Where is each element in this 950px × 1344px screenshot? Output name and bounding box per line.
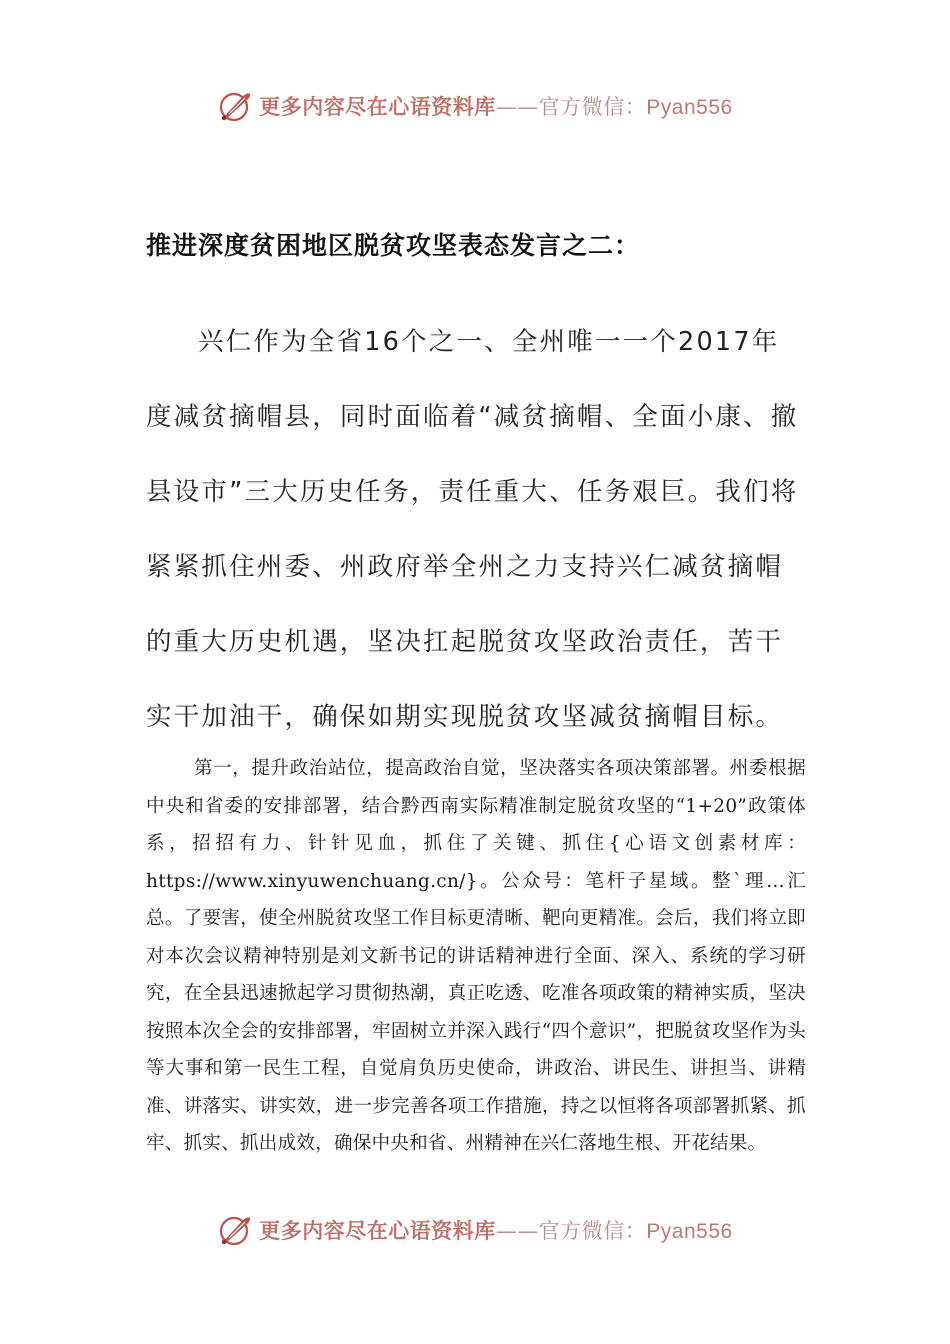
watermark-separator: —— (495, 1219, 539, 1243)
body-paragraph: 第一，提升政治站位，提高政治自觉，坚决落实各项决策部署。州委根据中央和省委的安排部署，结合黔西南实际精准制定脱贫攻坚的“1+20”政策体系，招招有力、针针见血，抓住了关键、抓住{心语文创素材库：https://www.xinyuwenchuang.cn/}。公众号：笔杆子星域。整`理…汇总。了要害，使全州脱贫攻坚工作目标更清晰、靶向更精准。会后，我们将立即对本次会议精神特别是刘文新书记的讲话精神进行全面、深入、系统的学习研究，在全县迅速掀起学习贯彻热潮，真正吃透、吃准各项政策的精神实质，坚决按照本次全会的安排部署，牢固树立并深入践行“四个意识”，把脱贫攻坚作为头等大事和第一民生工程，自觉肩负历史使命，讲政治、讲民生、讲担当、讲精准、讲落实、讲实效，进一步完善各项工作措施，持之以恒将各项部署抓紧、抓牢、抓实、抓出成效，确保中央和省、州精神在兴仁落地生根、开花结果。 (146, 758, 806, 1154)
watermark-contact-label: 官方微信： (538, 95, 647, 119)
lead-paragraph: 兴仁作为全省16个之一、全州唯一一个2017年度减贫摘帽县，同时面临着“减贫摘帽、全面小康、撤县设市”三大历史任务，责任重大、任务艰巨。我们将紧紧抓住州委、州政府举全州之力支持兴仁减贫摘帽的重大历史机遇，坚决扛起脱贫攻坚政治责任，苦干实干加油干，确保如期实现脱贫攻坚减贫摘帽目标。 (146, 327, 799, 732)
watermark-separator: —— (495, 95, 539, 119)
watermark-contact-id: Pyan556 (646, 96, 733, 119)
footer-watermark (0, 1208, 950, 1252)
quill-logo-icon (217, 88, 253, 124)
document-title: 推进深度贫困地区脱贫攻坚表态发言之二： (146, 231, 641, 260)
watermark-brand: 更多内容尽在心语资料库 (259, 1219, 496, 1243)
watermark-contact-label: 官方微信： (538, 1219, 647, 1243)
quill-logo-icon (217, 1212, 253, 1248)
watermark-text (259, 1215, 732, 1245)
watermark-text (259, 91, 732, 121)
header-watermark (0, 84, 950, 128)
watermark-brand: 更多内容尽在心语资料库 (259, 95, 496, 119)
watermark-contact-id: Pyan556 (646, 1220, 733, 1243)
